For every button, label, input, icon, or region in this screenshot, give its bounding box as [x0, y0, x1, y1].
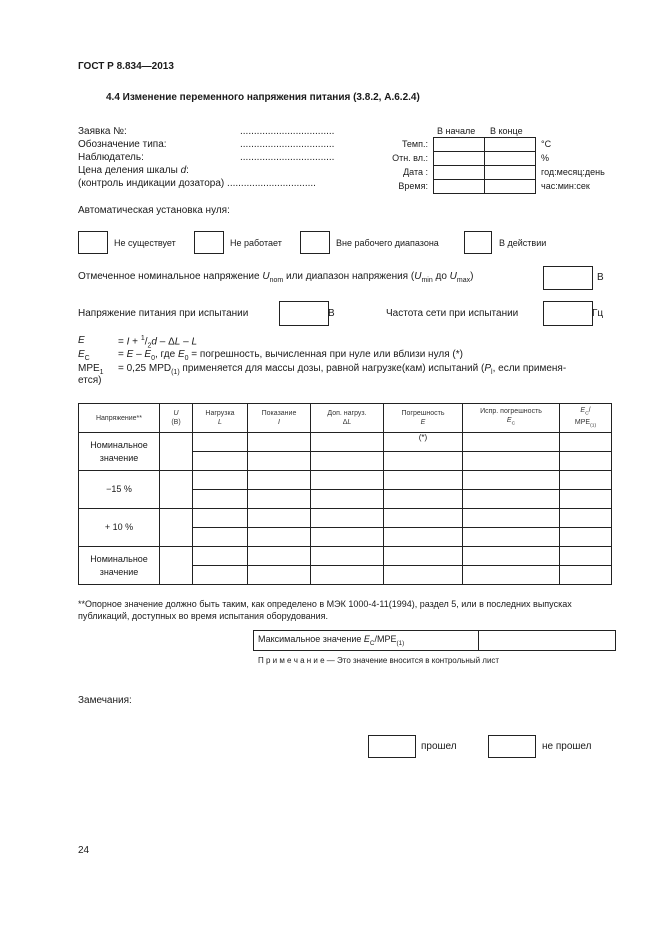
temp-start-cell[interactable]	[434, 138, 485, 152]
passed-checkbox[interactable]	[368, 735, 416, 758]
header-u: U (В)	[160, 404, 193, 433]
indication-cell[interactable]	[248, 547, 311, 566]
temp-end-cell[interactable]	[485, 138, 536, 152]
time-start-cell[interactable]	[434, 180, 485, 194]
zero-not-working-label: Не работает	[230, 238, 282, 248]
load-cell[interactable]	[193, 452, 248, 471]
header-additional-load: Доп. нагруз. ΔL	[311, 404, 384, 433]
humidity-end-cell[interactable]	[485, 152, 536, 166]
results-table	[78, 403, 612, 585]
standard-code: ГОСТ Р 8.834—2013	[78, 61, 174, 72]
page-number: 24	[78, 845, 90, 856]
additional-load-cell[interactable]	[311, 490, 384, 509]
table-row	[79, 471, 612, 490]
indication-cell[interactable]	[248, 528, 311, 547]
temp-label: Темп.:	[401, 139, 428, 149]
formula-mpe-symbol: $МРЕ_1$	[78, 363, 104, 376]
corrected-error-cell[interactable]	[463, 509, 560, 528]
date-unit: год:месяц:день	[541, 167, 605, 177]
table-row	[79, 509, 612, 528]
additional-load-cell[interactable]	[311, 471, 384, 490]
test-voltage-unit: В	[328, 308, 335, 319]
frequency-input[interactable]	[543, 301, 593, 326]
ratio-cell[interactable]	[560, 509, 612, 528]
max-value-input[interactable]	[479, 631, 616, 651]
error-cell[interactable]	[384, 547, 463, 566]
corrected-error-cell[interactable]	[463, 547, 560, 566]
header-indication: Показание I	[248, 404, 311, 433]
load-cell[interactable]	[193, 528, 248, 547]
note: П р и м е ч а н и е — Это значение вносится в контрольный лист	[258, 656, 500, 665]
ratio-cell[interactable]	[560, 547, 612, 566]
zero-out-of-range-checkbox[interactable]	[300, 231, 330, 254]
error-cell[interactable]	[384, 490, 463, 509]
corrected-error-cell[interactable]	[463, 452, 560, 471]
header-corrected-error: Испр. погрешность $E_C$	[463, 404, 560, 433]
zero-setting-title: Автоматическая установка нуля:	[78, 205, 230, 216]
ratio-cell[interactable]	[560, 566, 612, 585]
zero-none-label: Не существует	[114, 238, 176, 248]
date-start-cell[interactable]	[434, 166, 485, 180]
formula-ec-symbol: $E_C$	[78, 349, 90, 362]
error-cell[interactable]	[384, 452, 463, 471]
load-cell[interactable]	[193, 547, 248, 566]
request-number-field[interactable]: ..................................	[240, 126, 335, 137]
zero-active-checkbox[interactable]	[464, 231, 492, 254]
max-value-table	[253, 630, 616, 651]
additional-load-cell[interactable]	[311, 566, 384, 585]
time-end-cell[interactable]	[485, 180, 536, 194]
indication-cell[interactable]	[248, 452, 311, 471]
formula-e-symbol: E	[78, 335, 85, 346]
zero-not-working-checkbox[interactable]	[194, 231, 224, 254]
indication-cell[interactable]	[248, 490, 311, 509]
load-cell[interactable]	[193, 490, 248, 509]
col-start-label: В начале	[437, 126, 476, 136]
u-cell[interactable]	[160, 471, 193, 509]
test-voltage-input[interactable]	[279, 301, 329, 326]
time-label: Время:	[398, 181, 428, 191]
table-row	[79, 547, 612, 566]
col-end-label: В конце	[490, 126, 523, 136]
zero-active-label: В действии	[499, 238, 547, 248]
indication-cell[interactable]	[248, 433, 311, 452]
request-number-label: Заявка №:	[78, 126, 127, 137]
u-cell[interactable]	[160, 433, 193, 471]
row-label-plus-10: + 10 %	[79, 509, 160, 547]
error-cell[interactable]	[384, 471, 463, 490]
additional-load-cell[interactable]	[311, 547, 384, 566]
conditions-grid	[433, 137, 536, 194]
formula-mpe: = 0,25 $MPD_{(1)}$ применяется для массы дозы, равной нагрузке(кам) испытаний ($P_l$, если применя-	[118, 363, 567, 376]
additional-load-cell[interactable]	[311, 452, 384, 471]
indication-cell[interactable]	[248, 471, 311, 490]
nominal-voltage-input[interactable]	[543, 266, 593, 290]
section-title: 4.4 Изменение переменного напряжения питания (3.8.2, А.6.2.4)	[106, 92, 420, 103]
nominal-voltage-unit: В	[597, 272, 604, 283]
u-cell[interactable]	[160, 547, 193, 585]
ratio-cell[interactable]	[560, 471, 612, 490]
additional-load-cell[interactable]	[311, 509, 384, 528]
observer-label: Наблюдатель:	[78, 152, 144, 163]
formula-e: = $I + ^1/_2d - \Delta L - L$	[118, 335, 198, 350]
zero-error-marker: (*)	[384, 433, 463, 452]
corrected-error-cell[interactable]	[463, 566, 560, 585]
humidity-start-cell[interactable]	[434, 152, 485, 166]
header-voltage: Напряжение**	[79, 404, 160, 433]
error-cell[interactable]	[384, 528, 463, 547]
corrected-error-cell[interactable]	[463, 528, 560, 547]
nominal-voltage-label: Отмеченное номинальное напряжение $U_{nom}$ или диапазон напряжения ($U_{min}$ до $U_{max}$)	[78, 271, 474, 284]
zero-out-of-range-label: Вне рабочего диапазона	[336, 238, 439, 248]
temp-unit: °С	[541, 139, 552, 149]
type-designation-field[interactable]: ..................................	[240, 139, 335, 150]
scale-division-label: Цена деления шкалы d:	[78, 165, 189, 176]
humidity-label: Отн. вл.:	[392, 153, 428, 163]
load-cell[interactable]	[193, 509, 248, 528]
additional-load-cell[interactable]	[311, 528, 384, 547]
ratio-cell[interactable]	[560, 528, 612, 547]
test-voltage-label: Напряжение питания при испытании	[78, 308, 249, 319]
failed-checkbox[interactable]	[488, 735, 536, 758]
error-cell[interactable]	[384, 566, 463, 585]
load-cell[interactable]	[193, 566, 248, 585]
humidity-unit: %	[541, 153, 550, 163]
error-cell[interactable]	[384, 509, 463, 528]
ratio-cell[interactable]	[560, 452, 612, 471]
corrected-error-cell[interactable]	[463, 490, 560, 509]
corrected-error-cell[interactable]	[463, 433, 560, 452]
date-end-cell[interactable]	[485, 166, 536, 180]
type-designation-label: Обозначение типа:	[78, 139, 167, 150]
header-ec-mpe: $E_C/$ $МРЕ_{(1)}$	[560, 404, 612, 433]
formula-ec: = E – $E_0$, где $E_0$ = погрешность, вычисленная при нуле или вблизи нуля (*)	[118, 349, 463, 362]
header-load: Нагрузка L	[193, 404, 248, 433]
max-value-label: Максимальное значение $E_C/МРЕ_{(1)}$	[254, 631, 479, 651]
ratio-cell[interactable]	[560, 490, 612, 509]
observer-field[interactable]: ..................................	[240, 152, 335, 163]
corrected-error-cell[interactable]	[463, 471, 560, 490]
passed-label: прошел	[421, 741, 457, 752]
table-header-row	[79, 404, 612, 433]
formula-mpe-continued: ется)	[78, 375, 102, 386]
frequency-unit: Гц	[592, 308, 604, 319]
footnote: **Опорное значение должно быть таким, как определено в МЭК 1000-4-11(1994), раздел 5, или в последних выпусках публикаций, доступных во время испытания оборудования.	[78, 599, 572, 621]
indication-cell[interactable]	[248, 509, 311, 528]
u-cell[interactable]	[160, 509, 193, 547]
zero-none-checkbox[interactable]	[78, 231, 108, 254]
remarks-label: Замечания:	[78, 695, 132, 706]
load-cell[interactable]	[193, 471, 248, 490]
additional-load-cell[interactable]	[311, 433, 384, 452]
row-label-minus-15: −15 %	[79, 471, 160, 509]
dispenser-control-label: (контроль индикации дозатора) ................................	[78, 178, 316, 189]
frequency-label: Частота сети при испытании	[386, 308, 519, 319]
load-cell[interactable]	[193, 433, 248, 452]
ratio-cell[interactable]	[560, 433, 612, 452]
indication-cell[interactable]	[248, 566, 311, 585]
failed-label: не прошел	[542, 741, 592, 752]
header-error: Погрешность E	[384, 404, 463, 433]
table-row	[79, 433, 612, 452]
date-label: Дата :	[403, 167, 428, 177]
row-label-nominal-1: Номинальное значение	[79, 433, 160, 471]
time-unit: час:мин:сек	[541, 181, 590, 191]
row-label-nominal-2: Номинальное значение	[79, 547, 160, 585]
